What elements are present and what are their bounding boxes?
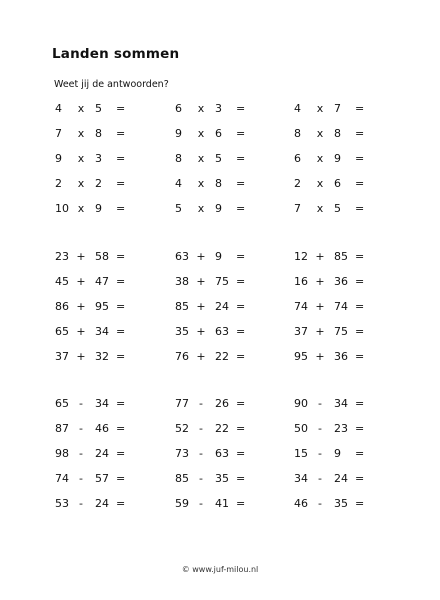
- second-operand: 36: [334, 275, 348, 288]
- second-operand: 24: [334, 472, 348, 485]
- first-operand: 34: [294, 472, 308, 485]
- equals-sign: =: [116, 325, 126, 338]
- second-operand: 3: [215, 102, 222, 115]
- equals-sign: =: [116, 127, 126, 140]
- first-operand: 95: [294, 350, 308, 363]
- equals-sign: =: [116, 300, 126, 313]
- page-subtitle: Weet jij de antwoorden?: [54, 79, 169, 90]
- equals-sign: =: [116, 397, 126, 410]
- plus-sign: +: [196, 250, 206, 263]
- second-operand: 9: [215, 250, 222, 263]
- plus-sign: +: [315, 275, 325, 288]
- equals-sign: =: [116, 447, 126, 460]
- plus-sign: +: [315, 325, 325, 338]
- equals-sign: =: [355, 102, 365, 115]
- equals-sign: =: [355, 300, 365, 313]
- equals-sign: =: [236, 422, 246, 435]
- times-sign: x: [316, 127, 324, 140]
- first-operand: 12: [294, 250, 308, 263]
- equals-sign: =: [355, 472, 365, 485]
- equals-sign: =: [116, 275, 126, 288]
- plus-sign: +: [76, 250, 86, 263]
- first-operand: 50: [294, 422, 308, 435]
- minus-sign: -: [199, 497, 203, 510]
- second-operand: 23: [334, 422, 348, 435]
- first-operand: 9: [175, 127, 182, 140]
- times-sign: x: [77, 177, 85, 190]
- page-title: Landen sommen: [52, 46, 180, 62]
- minus-sign: -: [199, 397, 203, 410]
- minus-sign: -: [199, 422, 203, 435]
- second-operand: 8: [215, 177, 222, 190]
- equals-sign: =: [116, 350, 126, 363]
- second-operand: 36: [334, 350, 348, 363]
- times-sign: x: [197, 102, 205, 115]
- equals-sign: =: [236, 397, 246, 410]
- second-operand: 24: [95, 447, 109, 460]
- times-sign: x: [77, 202, 85, 215]
- plus-sign: +: [196, 325, 206, 338]
- times-sign: x: [197, 127, 205, 140]
- minus-sign: -: [199, 447, 203, 460]
- second-operand: 95: [95, 300, 109, 313]
- second-operand: 74: [334, 300, 348, 313]
- times-sign: x: [316, 152, 324, 165]
- minus-sign: -: [318, 397, 322, 410]
- second-operand: 41: [215, 497, 229, 510]
- first-operand: 46: [294, 497, 308, 510]
- minus-sign: -: [318, 472, 322, 485]
- first-operand: 52: [175, 422, 189, 435]
- equals-sign: =: [236, 275, 246, 288]
- equals-sign: =: [116, 472, 126, 485]
- first-operand: 63: [175, 250, 189, 263]
- times-sign: x: [77, 102, 85, 115]
- second-operand: 32: [95, 350, 109, 363]
- first-operand: 77: [175, 397, 189, 410]
- equals-sign: =: [116, 497, 126, 510]
- plus-sign: +: [76, 300, 86, 313]
- plus-sign: +: [315, 300, 325, 313]
- second-operand: 63: [215, 447, 229, 460]
- second-operand: 5: [95, 102, 102, 115]
- minus-sign: -: [318, 497, 322, 510]
- minus-sign: -: [318, 422, 322, 435]
- second-operand: 46: [95, 422, 109, 435]
- equals-sign: =: [236, 202, 246, 215]
- equals-sign: =: [355, 275, 365, 288]
- equals-sign: =: [236, 325, 246, 338]
- minus-sign: -: [79, 447, 83, 460]
- plus-sign: +: [76, 350, 86, 363]
- second-operand: 6: [215, 127, 222, 140]
- second-operand: 22: [215, 422, 229, 435]
- second-operand: 8: [95, 127, 102, 140]
- first-operand: 90: [294, 397, 308, 410]
- first-operand: 8: [175, 152, 182, 165]
- second-operand: 5: [215, 152, 222, 165]
- equals-sign: =: [355, 497, 365, 510]
- plus-sign: +: [196, 350, 206, 363]
- second-operand: 9: [215, 202, 222, 215]
- times-sign: x: [316, 202, 324, 215]
- second-operand: 2: [95, 177, 102, 190]
- first-operand: 6: [294, 152, 301, 165]
- second-operand: 75: [215, 275, 229, 288]
- first-operand: 23: [55, 250, 69, 263]
- equals-sign: =: [236, 102, 246, 115]
- first-operand: 85: [175, 472, 189, 485]
- minus-sign: -: [79, 472, 83, 485]
- equals-sign: =: [355, 127, 365, 140]
- first-operand: 74: [294, 300, 308, 313]
- minus-sign: -: [199, 472, 203, 485]
- first-operand: 10: [55, 202, 69, 215]
- first-operand: 4: [294, 102, 301, 115]
- second-operand: 6: [334, 177, 341, 190]
- second-operand: 34: [334, 397, 348, 410]
- second-operand: 8: [334, 127, 341, 140]
- equals-sign: =: [355, 397, 365, 410]
- first-operand: 7: [294, 202, 301, 215]
- first-operand: 86: [55, 300, 69, 313]
- second-operand: 7: [334, 102, 341, 115]
- equals-sign: =: [355, 325, 365, 338]
- equals-sign: =: [355, 250, 365, 263]
- times-sign: x: [77, 127, 85, 140]
- times-sign: x: [316, 177, 324, 190]
- second-operand: 24: [215, 300, 229, 313]
- equals-sign: =: [355, 202, 365, 215]
- equals-sign: =: [236, 300, 246, 313]
- second-operand: 35: [215, 472, 229, 485]
- first-operand: 73: [175, 447, 189, 460]
- equals-sign: =: [116, 422, 126, 435]
- second-operand: 57: [95, 472, 109, 485]
- equals-sign: =: [236, 127, 246, 140]
- equals-sign: =: [236, 497, 246, 510]
- second-operand: 34: [95, 325, 109, 338]
- equals-sign: =: [236, 250, 246, 263]
- first-operand: 2: [294, 177, 301, 190]
- equals-sign: =: [116, 152, 126, 165]
- minus-sign: -: [79, 497, 83, 510]
- equals-sign: =: [236, 152, 246, 165]
- first-operand: 38: [175, 275, 189, 288]
- second-operand: 9: [95, 202, 102, 215]
- second-operand: 24: [95, 497, 109, 510]
- second-operand: 3: [95, 152, 102, 165]
- first-operand: 4: [175, 177, 182, 190]
- first-operand: 9: [55, 152, 62, 165]
- equals-sign: =: [236, 472, 246, 485]
- second-operand: 5: [334, 202, 341, 215]
- second-operand: 85: [334, 250, 348, 263]
- times-sign: x: [197, 177, 205, 190]
- second-operand: 63: [215, 325, 229, 338]
- times-sign: x: [197, 152, 205, 165]
- first-operand: 37: [294, 325, 308, 338]
- second-operand: 35: [334, 497, 348, 510]
- first-operand: 6: [175, 102, 182, 115]
- equals-sign: =: [355, 350, 365, 363]
- second-operand: 75: [334, 325, 348, 338]
- first-operand: 5: [175, 202, 182, 215]
- second-operand: 47: [95, 275, 109, 288]
- equals-sign: =: [236, 350, 246, 363]
- equals-sign: =: [116, 177, 126, 190]
- equals-sign: =: [116, 250, 126, 263]
- first-operand: 53: [55, 497, 69, 510]
- minus-sign: -: [79, 422, 83, 435]
- plus-sign: +: [196, 275, 206, 288]
- first-operand: 16: [294, 275, 308, 288]
- equals-sign: =: [355, 152, 365, 165]
- footer-credit: © www.juf-milou.nl: [181, 565, 259, 574]
- equals-sign: =: [355, 177, 365, 190]
- first-operand: 7: [55, 127, 62, 140]
- equals-sign: =: [116, 102, 126, 115]
- second-operand: 26: [215, 397, 229, 410]
- second-operand: 9: [334, 447, 341, 460]
- times-sign: x: [197, 202, 205, 215]
- first-operand: 45: [55, 275, 69, 288]
- first-operand: 2: [55, 177, 62, 190]
- first-operand: 8: [294, 127, 301, 140]
- first-operand: 76: [175, 350, 189, 363]
- first-operand: 15: [294, 447, 308, 460]
- first-operand: 98: [55, 447, 69, 460]
- times-sign: x: [316, 102, 324, 115]
- first-operand: 74: [55, 472, 69, 485]
- equals-sign: =: [355, 447, 365, 460]
- first-operand: 65: [55, 325, 69, 338]
- plus-sign: +: [196, 300, 206, 313]
- plus-sign: +: [76, 275, 86, 288]
- second-operand: 22: [215, 350, 229, 363]
- first-operand: 87: [55, 422, 69, 435]
- minus-sign: -: [318, 447, 322, 460]
- minus-sign: -: [79, 397, 83, 410]
- equals-sign: =: [236, 177, 246, 190]
- plus-sign: +: [315, 250, 325, 263]
- second-operand: 58: [95, 250, 109, 263]
- first-operand: 59: [175, 497, 189, 510]
- equals-sign: =: [236, 447, 246, 460]
- equals-sign: =: [355, 422, 365, 435]
- times-sign: x: [77, 152, 85, 165]
- first-operand: 85: [175, 300, 189, 313]
- equals-sign: =: [116, 202, 126, 215]
- second-operand: 9: [334, 152, 341, 165]
- second-operand: 34: [95, 397, 109, 410]
- first-operand: 65: [55, 397, 69, 410]
- first-operand: 35: [175, 325, 189, 338]
- first-operand: 37: [55, 350, 69, 363]
- first-operand: 4: [55, 102, 62, 115]
- plus-sign: +: [76, 325, 86, 338]
- plus-sign: +: [315, 350, 325, 363]
